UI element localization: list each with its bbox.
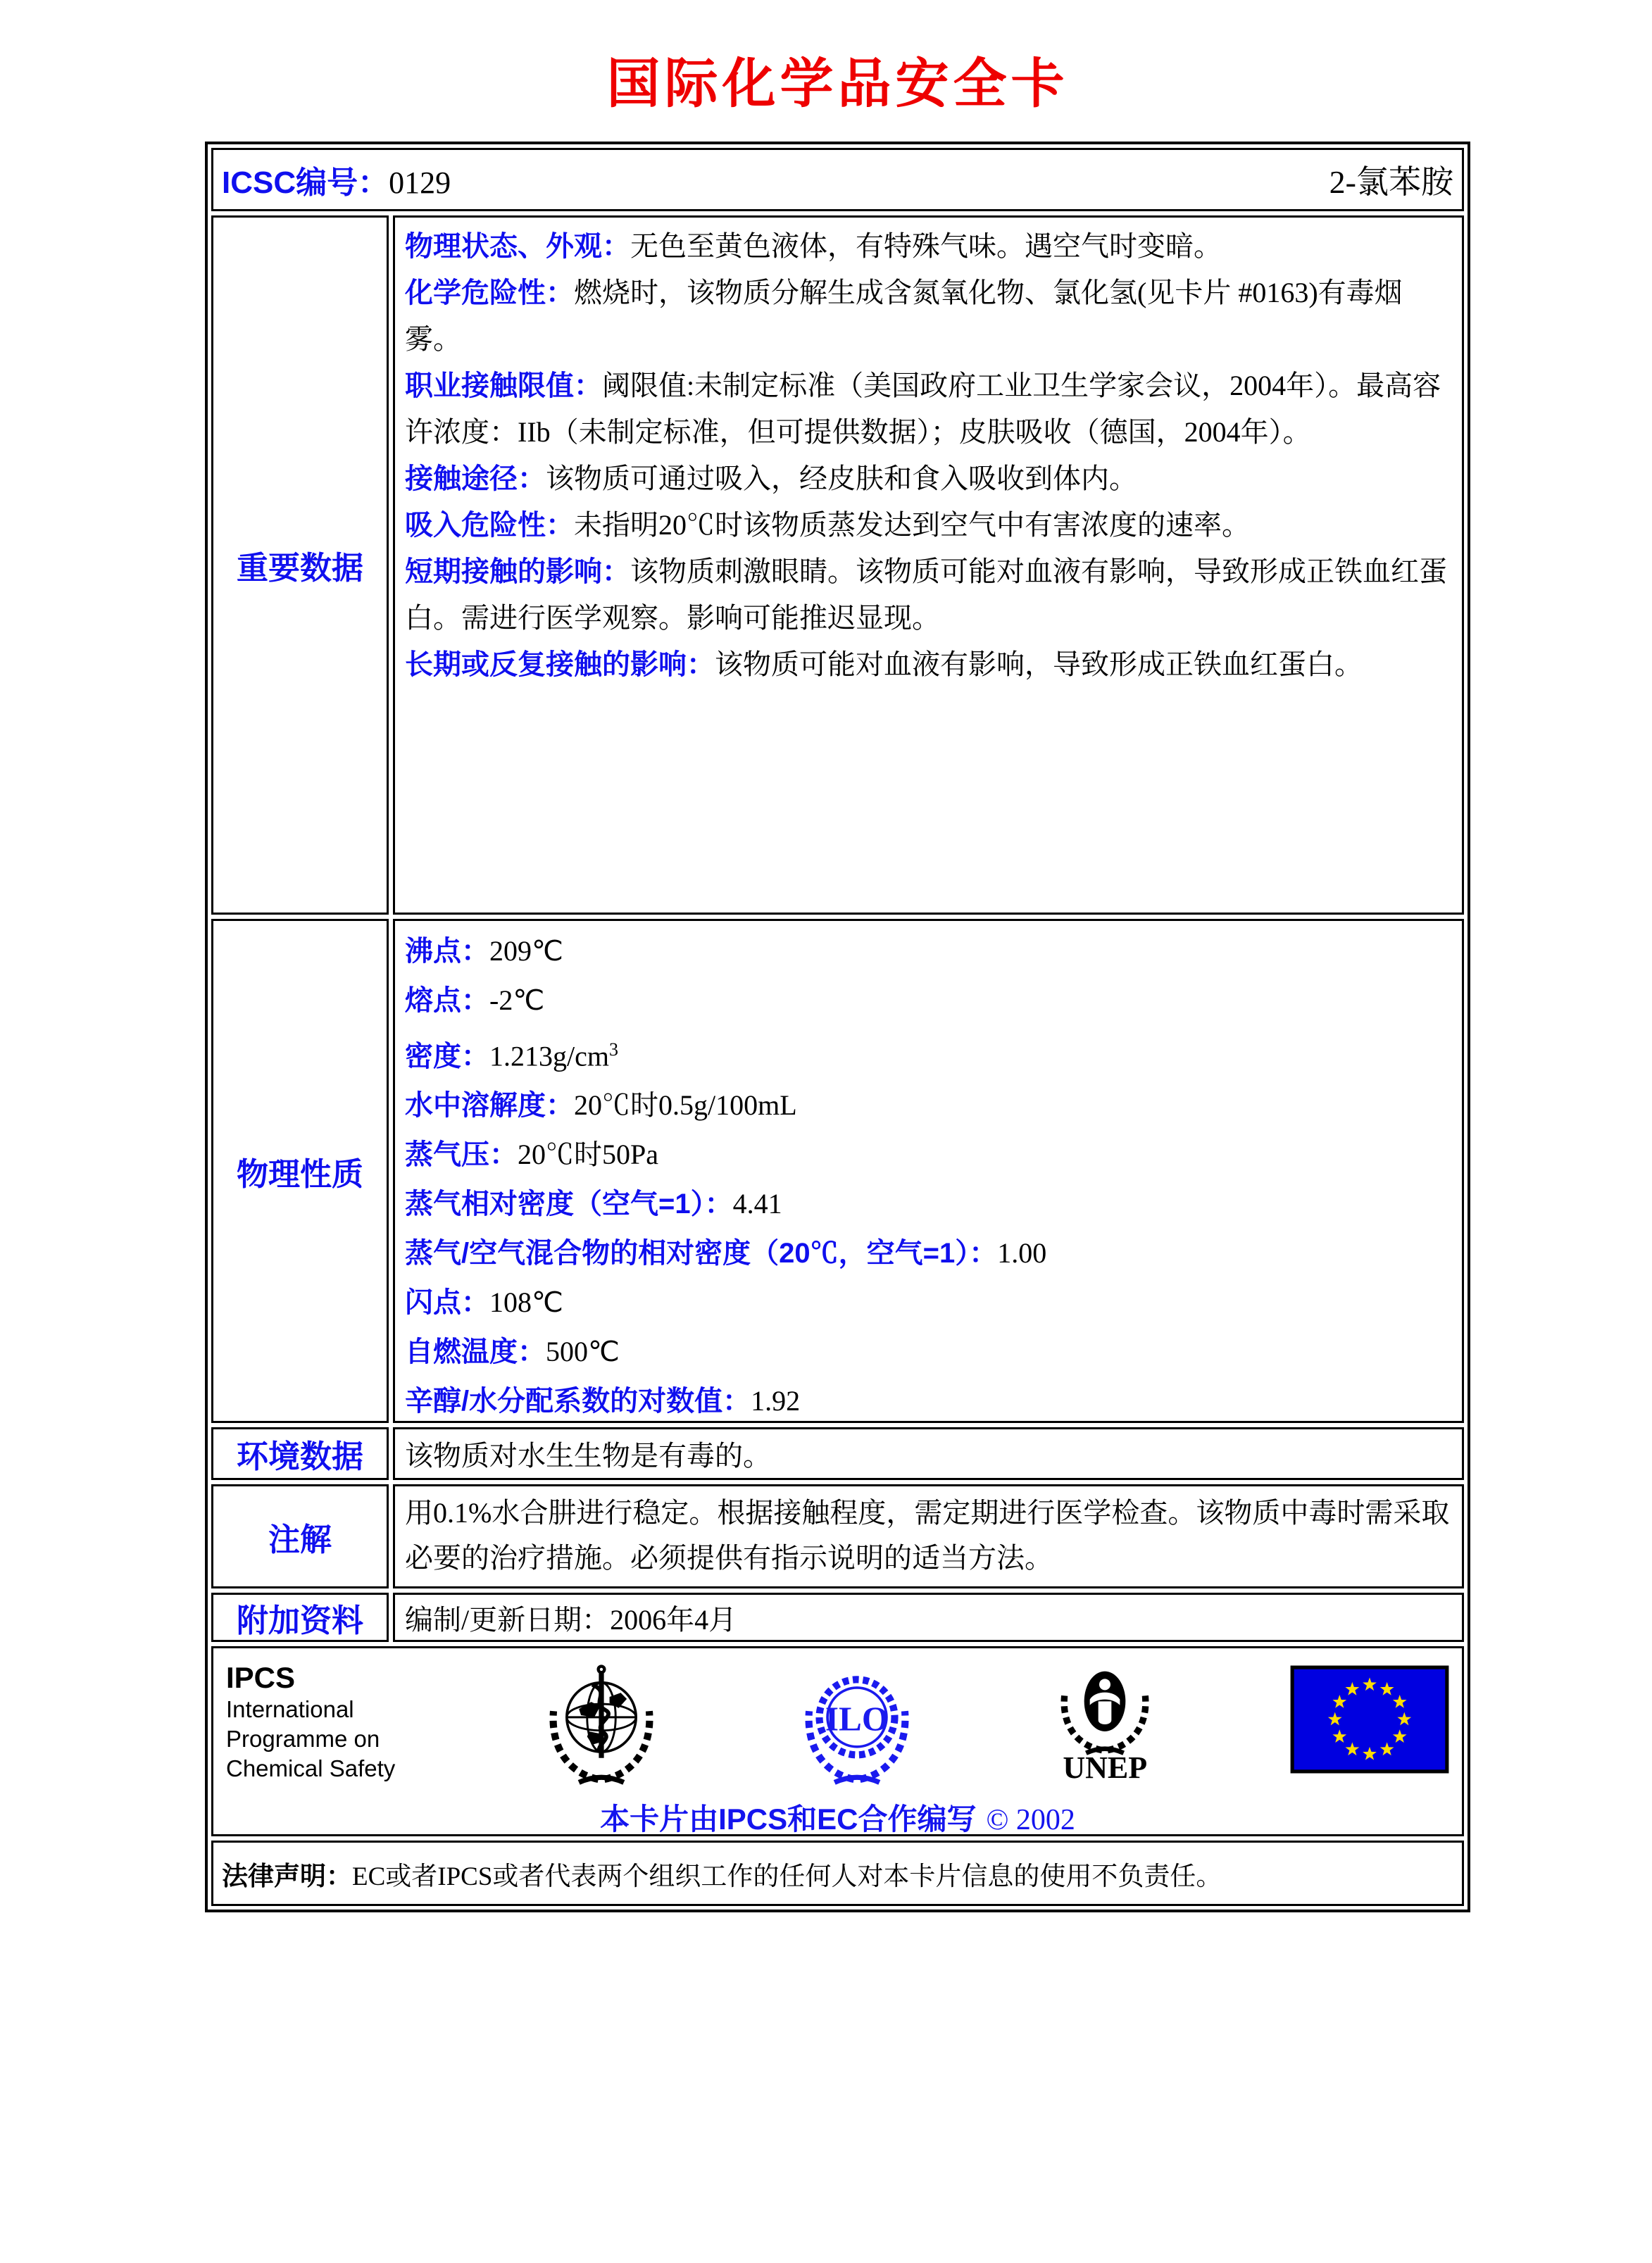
ipcs-text-block (226, 1658, 409, 1784)
ilo-logo-icon (794, 1658, 920, 1791)
field-label: 吸入危险性： (405, 510, 574, 541)
section-label-physical: 物理性质 (211, 919, 389, 1423)
field-label: 职业接触限值： (405, 370, 602, 401)
credit-text: 本卡片由IPCS和EC合作编写 (600, 1803, 977, 1836)
environmental-data-row (211, 1427, 1464, 1480)
unep-logo-block (1049, 1658, 1161, 1784)
header-cell (211, 148, 1464, 211)
field-octanol-water-partition (405, 1377, 1452, 1423)
notes-content: 用0.1%水合肼进行稳定。根据接触程度，需定期进行医学检查。该物质中毒时需采取必要的治疗措施。必须提供有指示说明的适当方法。 (393, 1484, 1464, 1588)
physical-properties-content (393, 919, 1464, 1423)
field-value: 209℃ (489, 935, 563, 967)
chemical-name: 2-氯苯胺 (1329, 164, 1453, 200)
eu-flag-icon (1290, 1665, 1449, 1774)
field-vapor-air-mixture-density (405, 1229, 1452, 1278)
field-value: 108℃ (489, 1286, 563, 1319)
ipcs-acronym: IPCS (226, 1661, 296, 1694)
field-label: 熔点： (405, 985, 489, 1016)
field-label: 水中溶解度： (405, 1090, 574, 1122)
ilo-logo-text: ILO (825, 1699, 889, 1738)
field-melting-point (405, 976, 1452, 1025)
unep-logo-icon (1049, 1658, 1161, 1757)
field-autoignition-temperature (405, 1327, 1452, 1377)
field-label: 蒸气压： (405, 1139, 518, 1171)
who-logo-icon (538, 1658, 665, 1791)
field-value: 无色至黄色液体，有特殊气味。遇空气时变暗。 (630, 230, 1222, 262)
important-data-content (393, 215, 1464, 915)
legal-row (211, 1841, 1464, 1906)
credit-year: © 2002 (986, 1804, 1075, 1836)
field-value: 1.00 (997, 1237, 1047, 1270)
field-physical-state (405, 223, 1452, 270)
field-value: 1.92 (751, 1385, 801, 1417)
field-label: 蒸气/空气混合物的相对密度（20℃，空气=1）： (405, 1238, 998, 1270)
icsc-number-label: ICSC编号： (222, 165, 389, 200)
field-label: 化学危险性： (405, 277, 574, 308)
field-occupational-exposure-limits (405, 363, 1452, 456)
field-label: 密度： (405, 1041, 489, 1072)
density-superscript: 3 (608, 1039, 618, 1060)
physical-properties-row (211, 919, 1464, 1423)
section-label-environment: 环境数据 (211, 1427, 389, 1480)
logos-row (211, 1646, 1464, 1836)
ipcs-name-line2: Programme on (226, 1726, 380, 1752)
field-value: 燃烧时，该物质分解生成含氮氧化物、氯化氢(见卡片 #0163)有毒烟雾。 (405, 277, 1403, 355)
field-value: -2℃ (489, 984, 545, 1016)
icsc-number-value: 0129 (389, 165, 451, 200)
field-short-term-effects (405, 548, 1452, 641)
field-boiling-point (405, 927, 1452, 976)
section-label-important: 重要数据 (211, 215, 389, 915)
update-date-label: 编制/更新日期： (405, 1603, 611, 1636)
logos-band (226, 1658, 1449, 1791)
field-long-term-effects (405, 641, 1452, 688)
field-label: 自燃温度： (405, 1336, 546, 1368)
field-value: 该物质刺激眼睛。该物质可能对血液有影响，导致形成正铁血红蛋白。需进行医学观察。影响可能推迟显现。 (405, 556, 1447, 634)
field-chemical-dangers (405, 270, 1452, 363)
field-label: 辛醇/水分配系数的对数值： (405, 1386, 751, 1417)
field-label: 蒸气相对密度（空气=1）： (405, 1189, 733, 1220)
ipcs-name-line1: International (226, 1696, 354, 1722)
additional-info-row (211, 1593, 1464, 1642)
additional-info-content (393, 1593, 1464, 1642)
field-value: 该物质可能对血液有影响，导致形成正铁血红蛋白。 (715, 648, 1363, 680)
unep-logo-caption: UNEP (1063, 1750, 1148, 1785)
field-water-solubility (405, 1081, 1452, 1130)
section-label-additional: 附加资料 (211, 1593, 389, 1642)
icsc-card (205, 142, 1470, 1912)
field-vapor-pressure (405, 1130, 1452, 1179)
field-flash-point (405, 1278, 1452, 1327)
ipcs-name-line3: Chemical Safety (226, 1755, 396, 1781)
environmental-data-content: 该物质对水生生物是有毒的。 (393, 1427, 1464, 1480)
legal-text: EC或者IPCS或者代表两个组织工作的任何人对本卡片信息的使用不负责任。 (352, 1862, 1222, 1891)
field-value: 1.213g/cm (489, 1040, 609, 1072)
field-label: 短期接触的影响： (405, 556, 630, 587)
field-routes-of-exposure (405, 456, 1452, 502)
logos-cell (211, 1646, 1464, 1836)
field-value: 20℃时0.5g/100mL (574, 1089, 797, 1122)
update-date-value: 2006年4月 (610, 1603, 737, 1636)
page-title: 国际化学品安全卡 (606, 55, 1069, 114)
field-value: 20℃时50Pa (518, 1139, 658, 1171)
field-value: 4.41 (732, 1188, 782, 1220)
field-value: 未指明20℃时该物质蒸发达到空气中有害浓度的速率。 (574, 509, 1250, 541)
field-label: 物理状态、外观： (405, 231, 630, 262)
field-inhalation-risk (405, 502, 1452, 548)
field-label: 接触途径： (405, 463, 546, 494)
field-label: 闪点： (405, 1287, 489, 1319)
field-value: 阈限值:未制定标准（美国政府工业卫生学家会议，2004年）。最高容许浓度：IIb（未制定标准，但可提供数据）；皮肤吸收（德国，2004年）。 (405, 370, 1441, 448)
field-density (405, 1025, 1452, 1081)
notes-row (211, 1484, 1464, 1588)
important-data-row (211, 215, 1464, 915)
icsc-number-group (222, 157, 451, 202)
field-label: 长期或反复接触的影响： (405, 649, 715, 680)
field-label: 沸点： (405, 936, 489, 967)
section-label-notes: 注解 (211, 1484, 389, 1588)
field-value: 500℃ (546, 1336, 620, 1368)
legal-cell (211, 1841, 1464, 1906)
field-value: 该物质可通过吸入，经皮肤和食入吸收到体内。 (546, 463, 1137, 494)
header-row (211, 148, 1464, 211)
legal-label: 法律声明： (222, 1861, 352, 1891)
credit-line (226, 1791, 1449, 1836)
field-vapor-relative-density (405, 1179, 1452, 1229)
